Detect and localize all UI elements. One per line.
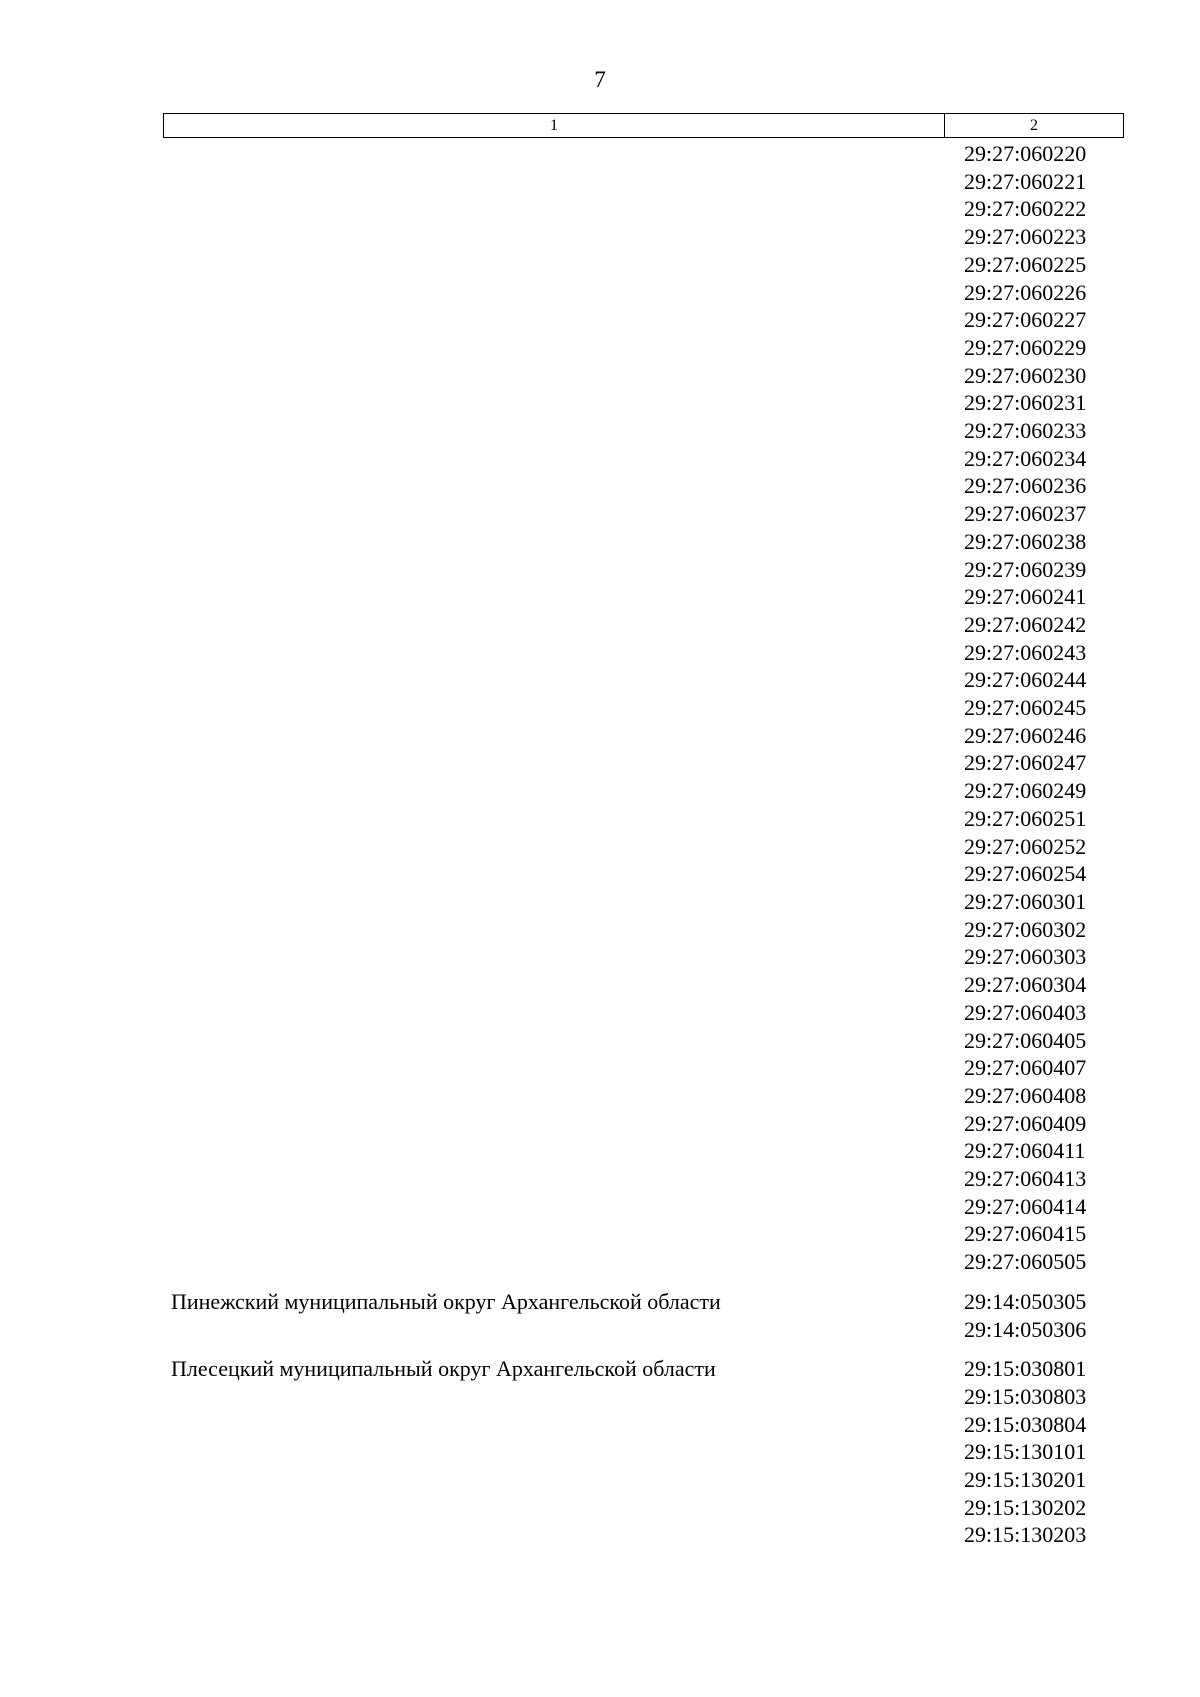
cadastral-code: 29:27:060242 (964, 611, 1087, 637)
cadastral-code: 29:27:060411 (964, 1138, 1086, 1164)
cadastral-code: 29:27:060221 (964, 168, 1087, 194)
municipality-name (163, 140, 943, 1276)
cadastral-code-list (943, 1355, 1124, 1549)
cadastral-code: 29:27:060415 (964, 1221, 1087, 1247)
cadastral-code: 29:27:060226 (964, 279, 1087, 305)
cadastral-code: 29:27:060254 (964, 861, 1087, 887)
cadastral-code: 29:15:130201 (964, 1467, 1087, 1493)
cadastral-code: 29:27:060303 (964, 944, 1087, 970)
cadastral-code: 29:27:060408 (964, 1082, 1087, 1108)
cadastral-code: 29:27:060223 (964, 224, 1087, 250)
municipality-name: Пинежский муниципальный округ Архангельской области (171, 1288, 721, 1314)
cadastral-code: 29:15:130203 (964, 1522, 1087, 1548)
cadastral-code: 29:27:060230 (964, 362, 1087, 388)
cadastral-code: 29:27:060243 (964, 639, 1087, 665)
cadastral-code: 29:14:050305 (964, 1288, 1087, 1314)
cadastral-code: 29:27:060304 (964, 972, 1087, 998)
cadastral-code: 29:27:060245 (964, 695, 1087, 721)
cadastral-code: 29:27:060234 (964, 445, 1087, 471)
page-number: 7 (594, 67, 606, 92)
cadastral-code: 29:27:060236 (964, 473, 1087, 499)
cadastral-code: 29:27:060227 (964, 307, 1087, 333)
cadastral-code: 29:15:030801 (964, 1356, 1087, 1382)
municipality-name: Плесецкий муниципальный округ Архангельской области (171, 1356, 716, 1382)
cadastral-code: 29:27:060231 (964, 390, 1087, 416)
cadastral-code: 29:27:060251 (964, 805, 1087, 831)
cadastral-code: 29:15:130101 (964, 1439, 1087, 1465)
cadastral-code: 29:27:060220 (964, 141, 1087, 166)
cadastral-code: 29:27:060237 (964, 501, 1087, 527)
cadastral-code: 29:27:060225 (964, 251, 1087, 277)
cadastral-code: 29:27:060407 (964, 1055, 1087, 1081)
cadastral-code: 29:15:030804 (964, 1411, 1087, 1437)
cadastral-code: 29:27:060239 (964, 556, 1087, 582)
cadastral-code: 29:27:060409 (964, 1110, 1087, 1136)
cadastral-code: 29:27:060413 (964, 1166, 1087, 1192)
cadastral-code: 29:27:060249 (964, 778, 1087, 804)
cadastral-code: 29:27:060301 (964, 888, 1087, 914)
cadastral-code: 29:15:130202 (964, 1494, 1087, 1520)
table-header-col-1: 1 (164, 114, 945, 137)
cadastral-code: 29:27:060302 (964, 916, 1087, 942)
cadastral-code: 29:27:060233 (964, 418, 1087, 444)
cadastral-code: 29:27:060252 (964, 833, 1087, 859)
cadastral-code: 29:27:060238 (964, 528, 1087, 554)
cadastral-code: 29:27:060505 (964, 1249, 1087, 1275)
cadastral-code: 29:27:060246 (964, 722, 1087, 748)
table-body (163, 140, 1124, 1549)
cadastral-code: 29:14:050306 (964, 1316, 1087, 1342)
cadastral-code: 29:27:060405 (964, 1027, 1087, 1053)
cadastral-code: 29:27:060414 (964, 1193, 1087, 1219)
cadastral-code-list (943, 140, 1124, 1276)
cadastral-code: 29:27:060244 (964, 667, 1087, 693)
table-header-row (163, 113, 1124, 138)
cadastral-code: 29:27:060241 (964, 584, 1087, 610)
cadastral-code-list (943, 1288, 1124, 1343)
cadastral-code: 29:15:030803 (964, 1383, 1087, 1409)
cadastral-code: 29:27:060229 (964, 334, 1087, 360)
table-header-col-2: 2 (1030, 117, 1038, 134)
table-row (163, 1288, 1124, 1343)
table-row (163, 1355, 1124, 1549)
table-row (163, 140, 1124, 1276)
cadastral-code: 29:27:060403 (964, 999, 1087, 1025)
cadastral-code: 29:27:060222 (964, 196, 1087, 222)
cadastral-code: 29:27:060247 (964, 750, 1087, 776)
